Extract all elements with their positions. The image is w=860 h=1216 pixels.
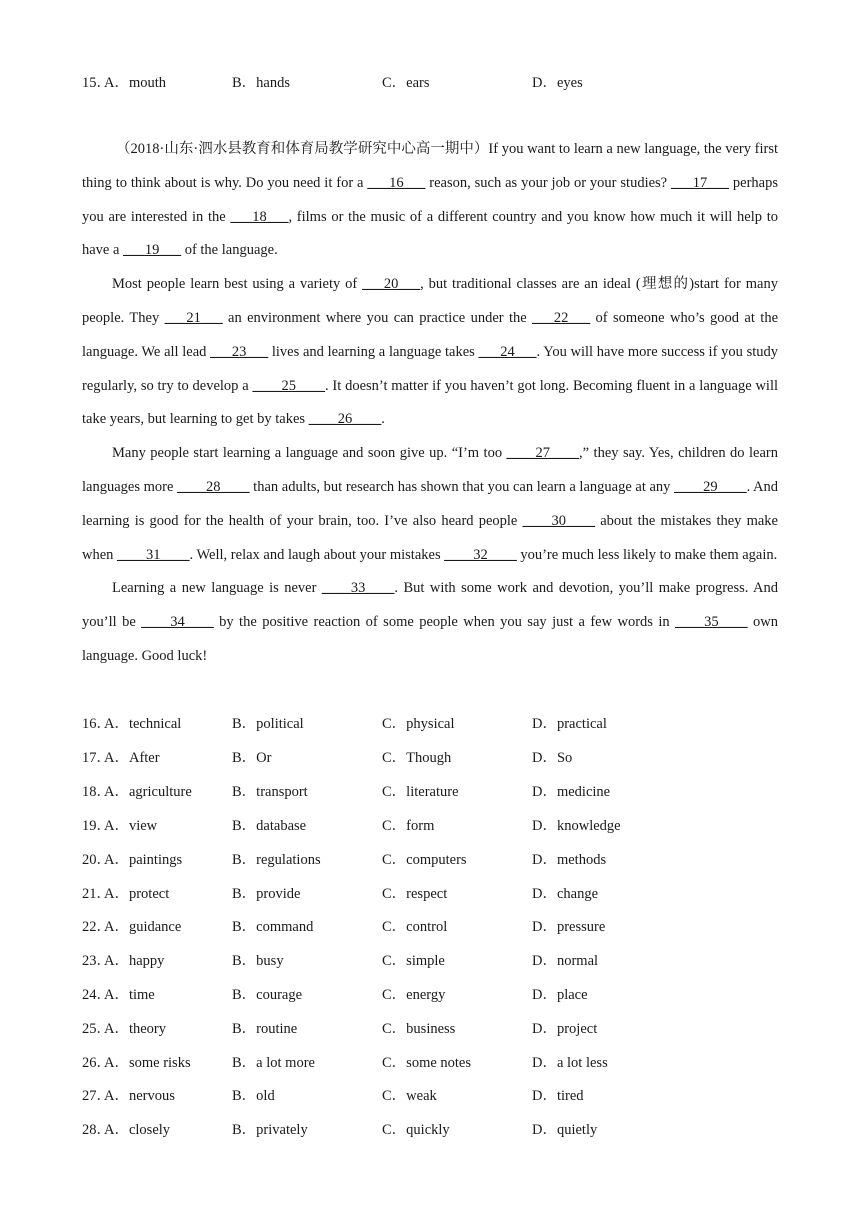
text: own language. Good luck! — [82, 614, 778, 664]
option-a: A．guidance — [104, 919, 182, 935]
option-d: D．So — [532, 750, 573, 766]
question-27 — [82, 1084, 778, 1108]
text: an environment where you can practice under the — [222, 309, 533, 326]
question-number: 17． — [82, 750, 111, 766]
text: ,” they say. Yes, children do learn languages more — [82, 445, 778, 495]
question-number: 25． — [82, 1021, 111, 1037]
blank-30: ____30____ — [522, 512, 596, 529]
question-number: 18． — [82, 784, 111, 800]
option-a: A．theory — [104, 1021, 167, 1037]
question-18 — [82, 780, 778, 804]
question-number: 19． — [82, 818, 111, 834]
option-c: C．some notes — [382, 1055, 472, 1071]
option-d: D．tired — [532, 1088, 584, 1104]
option-b: B．courage — [232, 987, 303, 1003]
option-b: B．busy — [232, 953, 284, 969]
option-b: B．privately — [232, 1122, 308, 1138]
option-c: C．respect — [382, 886, 448, 902]
text: lives and learning a language takes — [268, 343, 479, 360]
paragraph-4 — [82, 572, 778, 673]
option-a: A．agriculture — [104, 784, 192, 800]
text: If you want to learn a new language, the very first thing to think about is why. Do you need it for a — [82, 141, 778, 191]
blank-25: ____25____ — [252, 377, 325, 394]
blank-20: ___20___ — [362, 276, 421, 293]
option-a: A．closely — [104, 1122, 171, 1138]
option-d: D．a lot less — [532, 1055, 608, 1071]
question-17 — [82, 746, 778, 770]
option-c: C．quickly — [382, 1122, 450, 1138]
option-a: A．happy — [104, 953, 165, 969]
option-a: A．technical — [104, 716, 182, 732]
text: Many people start learning a language and soon give up. “I’m too — [112, 445, 507, 462]
text: reason, such as your job or your studies? — [425, 174, 672, 191]
option-b: B．routine — [232, 1021, 298, 1037]
option-c: C．physical — [382, 716, 455, 732]
question-number: 16． — [82, 716, 111, 732]
blank-17: ___17___ — [671, 174, 730, 191]
option-c: C．literature — [382, 784, 459, 800]
option-c: C．simple — [382, 953, 445, 969]
blank-19: ___19___ — [123, 242, 182, 259]
blank-26: ____26____ — [308, 411, 382, 428]
text: about the mistakes they make when — [82, 512, 778, 563]
blank-29: ____29____ — [674, 478, 747, 495]
option-a: A．view — [104, 818, 158, 834]
option-d: D．normal — [532, 953, 599, 969]
option-b: B．regulations — [232, 852, 321, 868]
option-c: C．ears — [382, 75, 430, 91]
text: Most people learn best using a variety of — [112, 276, 363, 293]
option-b: B．political — [232, 716, 304, 732]
option-a: A．nervous — [104, 1088, 175, 1104]
text: . It doesn’t matter if you haven’t got long. Becoming fluent in a language will take years, but learning to get by takes — [82, 377, 778, 428]
blank-35: ____35____ — [675, 614, 748, 631]
option-a: A．paintings — [104, 852, 183, 868]
option-d: D．pressure — [532, 919, 606, 935]
option-a: A．mouth — [104, 75, 167, 91]
option-d: D．eyes — [532, 75, 583, 91]
text: you’re much less likely to make them again. — [516, 546, 778, 563]
text: . But with some work and devotion, you’ll make progress. And you’ll be — [82, 580, 778, 631]
text: . Well, relax and laugh about your mistakes — [189, 546, 445, 563]
option-b: B．hands — [232, 75, 290, 91]
option-b: B．a lot more — [232, 1055, 315, 1071]
option-c: C．computers — [382, 852, 467, 868]
question-15 — [82, 71, 778, 95]
option-d: D．quietly — [532, 1122, 598, 1138]
question-number: 23． — [82, 953, 111, 969]
question-26 — [82, 1051, 778, 1075]
paragraph-3 — [82, 437, 778, 572]
blank-28: ____28____ — [177, 478, 250, 495]
option-d: D．practical — [532, 716, 607, 732]
blank-33: ____33____ — [321, 580, 395, 597]
question-number: 26． — [82, 1055, 111, 1071]
text: . You will have more success if you study regularly, so try to develop a — [82, 343, 779, 394]
option-d: D．methods — [532, 852, 607, 868]
blank-31: ____31____ — [117, 546, 190, 563]
blank-16: ___16___ — [367, 174, 426, 191]
option-d: D．place — [532, 987, 588, 1003]
option-a: A．After — [104, 750, 160, 766]
option-b: B．command — [232, 919, 314, 935]
question-16 — [82, 712, 778, 736]
question-number: 15． — [82, 75, 111, 91]
question-20 — [82, 848, 778, 872]
question-number: 20． — [82, 852, 111, 868]
option-c: C．Though — [382, 750, 452, 766]
paragraph-2 — [82, 268, 778, 437]
option-b: B．old — [232, 1088, 275, 1104]
question-24 — [82, 983, 778, 1007]
blank-24: ___24___ — [478, 343, 537, 360]
option-c: C．form — [382, 818, 435, 834]
question-28 — [82, 1118, 778, 1142]
text: perhaps you are interested in the — [82, 174, 779, 225]
question-25 — [82, 1017, 778, 1041]
text: by the positive reaction of some people when you say just a few words in — [213, 614, 676, 631]
question-number: 28． — [82, 1122, 111, 1138]
text: . And learning is good for the health of your brain, too. I’ve also heard people — [82, 478, 778, 529]
option-d: D．change — [532, 886, 599, 902]
option-b: B．provide — [232, 886, 301, 902]
text: Learning a new language is never — [112, 580, 322, 597]
question-23 — [82, 949, 778, 973]
text: , films or the music of a different country and you know how much it will help to have a — [82, 208, 778, 259]
option-b: B．transport — [232, 784, 308, 800]
paragraph-1 — [82, 133, 778, 268]
blank-18: ___18___ — [230, 208, 289, 225]
option-c: C．control — [382, 919, 448, 935]
question-number: 24． — [82, 987, 111, 1003]
option-c: C．energy — [382, 987, 446, 1003]
text: of someone who’s good at the language. We all lead — [82, 309, 779, 360]
text: of the language. — [181, 242, 278, 259]
option-b: B．Or — [232, 750, 272, 766]
option-a: A．time — [104, 987, 155, 1003]
option-d: D．medicine — [532, 784, 611, 800]
text: , but traditional classes are an ideal (理想的)start for many people. They — [82, 276, 778, 326]
option-d: D．knowledge — [532, 818, 621, 834]
question-22 — [82, 915, 778, 939]
blank-32: ____32____ — [444, 546, 517, 563]
question-number: 21． — [82, 886, 111, 902]
option-c: C．weak — [382, 1088, 437, 1104]
option-b: B．database — [232, 818, 307, 834]
option-d: D．project — [532, 1021, 598, 1037]
source-note: （2018·山东·泗水县教育和体育局教学研究中心高一期中） — [116, 141, 489, 157]
blank-21: ___21___ — [164, 309, 223, 326]
option-c: C．business — [382, 1021, 456, 1037]
blank-27: ____27____ — [506, 445, 580, 462]
question-21 — [82, 882, 778, 906]
blank-22: ___22___ — [532, 309, 591, 326]
option-a: A．some risks — [104, 1055, 191, 1071]
text: . — [381, 411, 385, 428]
blank-23: ___23___ — [210, 343, 269, 360]
cloze-passage — [82, 133, 778, 674]
question-number: 27． — [82, 1088, 111, 1104]
blank-34: ____34____ — [141, 614, 214, 631]
option-a: A．protect — [104, 886, 170, 902]
question-number: 22． — [82, 919, 111, 935]
text: than adults, but research has shown that you can learn a language at any — [249, 478, 675, 495]
question-19 — [82, 814, 778, 838]
